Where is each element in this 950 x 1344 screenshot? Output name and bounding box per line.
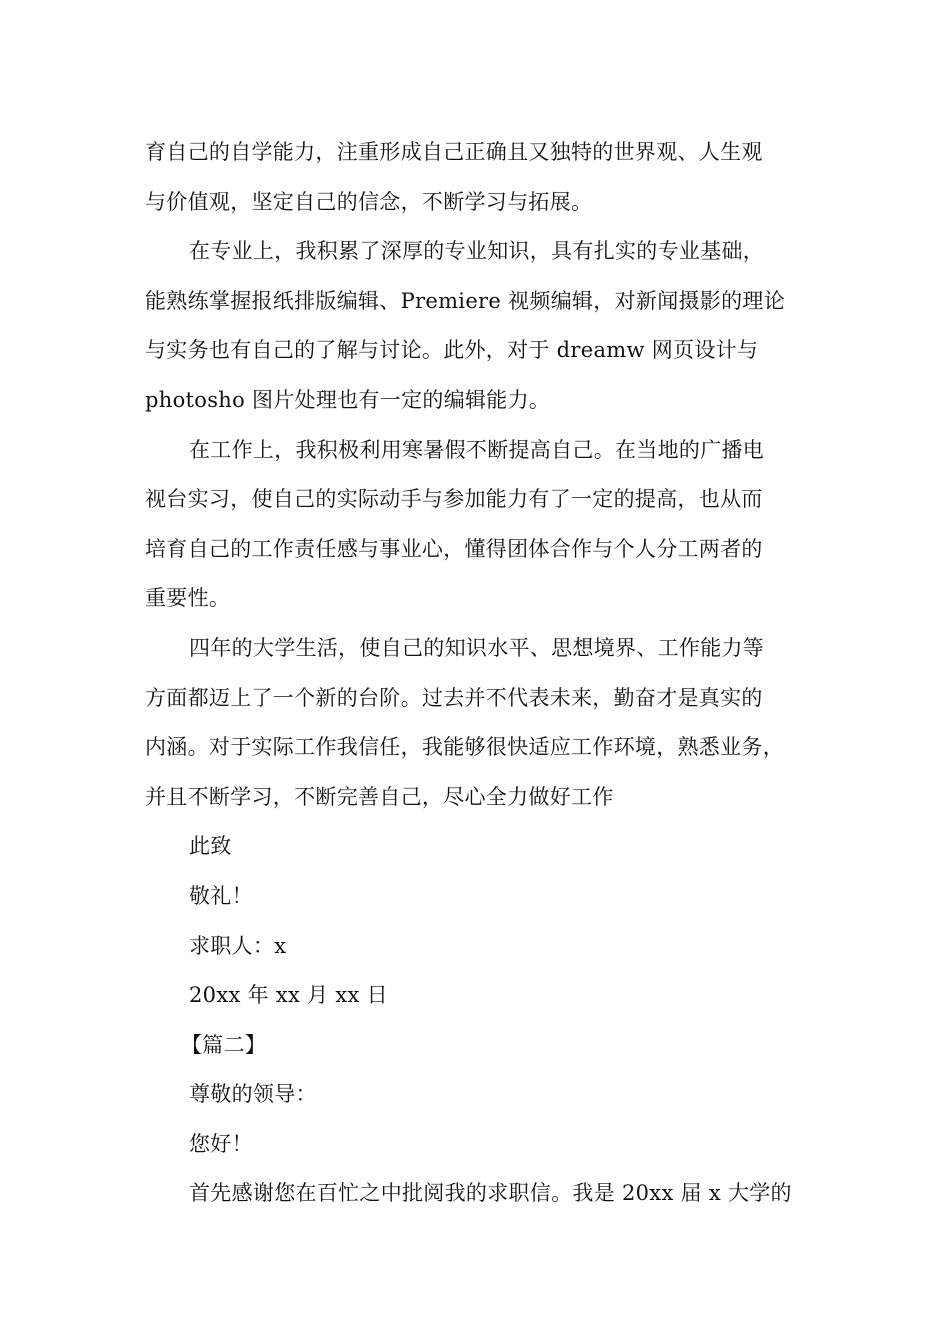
paragraph-line: 并且不断学习，不断完善自己，尽心全力做好工作 (145, 784, 614, 809)
paragraph-line: 内涵。对于实际工作我信任，我能够很快适应工作环境，熟悉业务， (145, 735, 784, 760)
applicant-signature: 求职人：x (189, 933, 287, 958)
paragraph-line: photosho 图片处理也有一定的编辑能力。 (145, 387, 551, 412)
closing-salutation: 此致 (189, 834, 232, 859)
section-heading: 【篇二】 (181, 1032, 267, 1057)
paragraph-line: 在工作上，我积极利用寒暑假不断提高自己。在当地的广播电 (189, 437, 765, 462)
letter-date: 20xx 年 xx 月 xx 日 (189, 983, 388, 1008)
greeting-line: 您好！ (189, 1131, 253, 1156)
paragraph-line: 四年的大学生活，使自己的知识水平、思想境界、工作能力等 (189, 635, 765, 660)
paragraph-line: 方面都迈上了一个新的台阶。过去并不代表未来，勤奋才是真实的 (145, 685, 763, 710)
closing-regards: 敬礼！ (189, 883, 253, 908)
paragraph-line: 育自己的自学能力，注重形成自己正确且又独特的世界观、人生观 (145, 140, 763, 164)
paragraph-line: 首先感谢您在百忙之中批阅我的求职信。我是 20xx 届 x 大学的 (189, 1181, 792, 1206)
letter-body (145, 128, 825, 1219)
paragraph-line: 能熟练掌握报纸排版编辑、Premiere 视频编辑，对新闻摄影的理论 (145, 288, 785, 313)
paragraph-line: 与价值观，坚定自己的信念，不断学习与拓展。 (145, 189, 593, 214)
paragraph-line: 重要性。 (145, 586, 231, 611)
paragraph-line: 视台实习，使自己的实际动手与参加能力有了一定的提高，也从而 (145, 487, 763, 512)
greeting-line: 尊敬的领导： (189, 1082, 317, 1107)
paragraph-line: 与实务也有自己的了解与讨论。此外，对于 dreamw 网页设计与 (145, 338, 759, 363)
paragraph-line: 培育自己的工作责任感与事业心，懂得团体合作与个人分工两者的 (145, 536, 763, 561)
paragraph-line: 在专业上，我积累了深厚的专业知识，具有扎实的专业基础， (189, 239, 765, 264)
